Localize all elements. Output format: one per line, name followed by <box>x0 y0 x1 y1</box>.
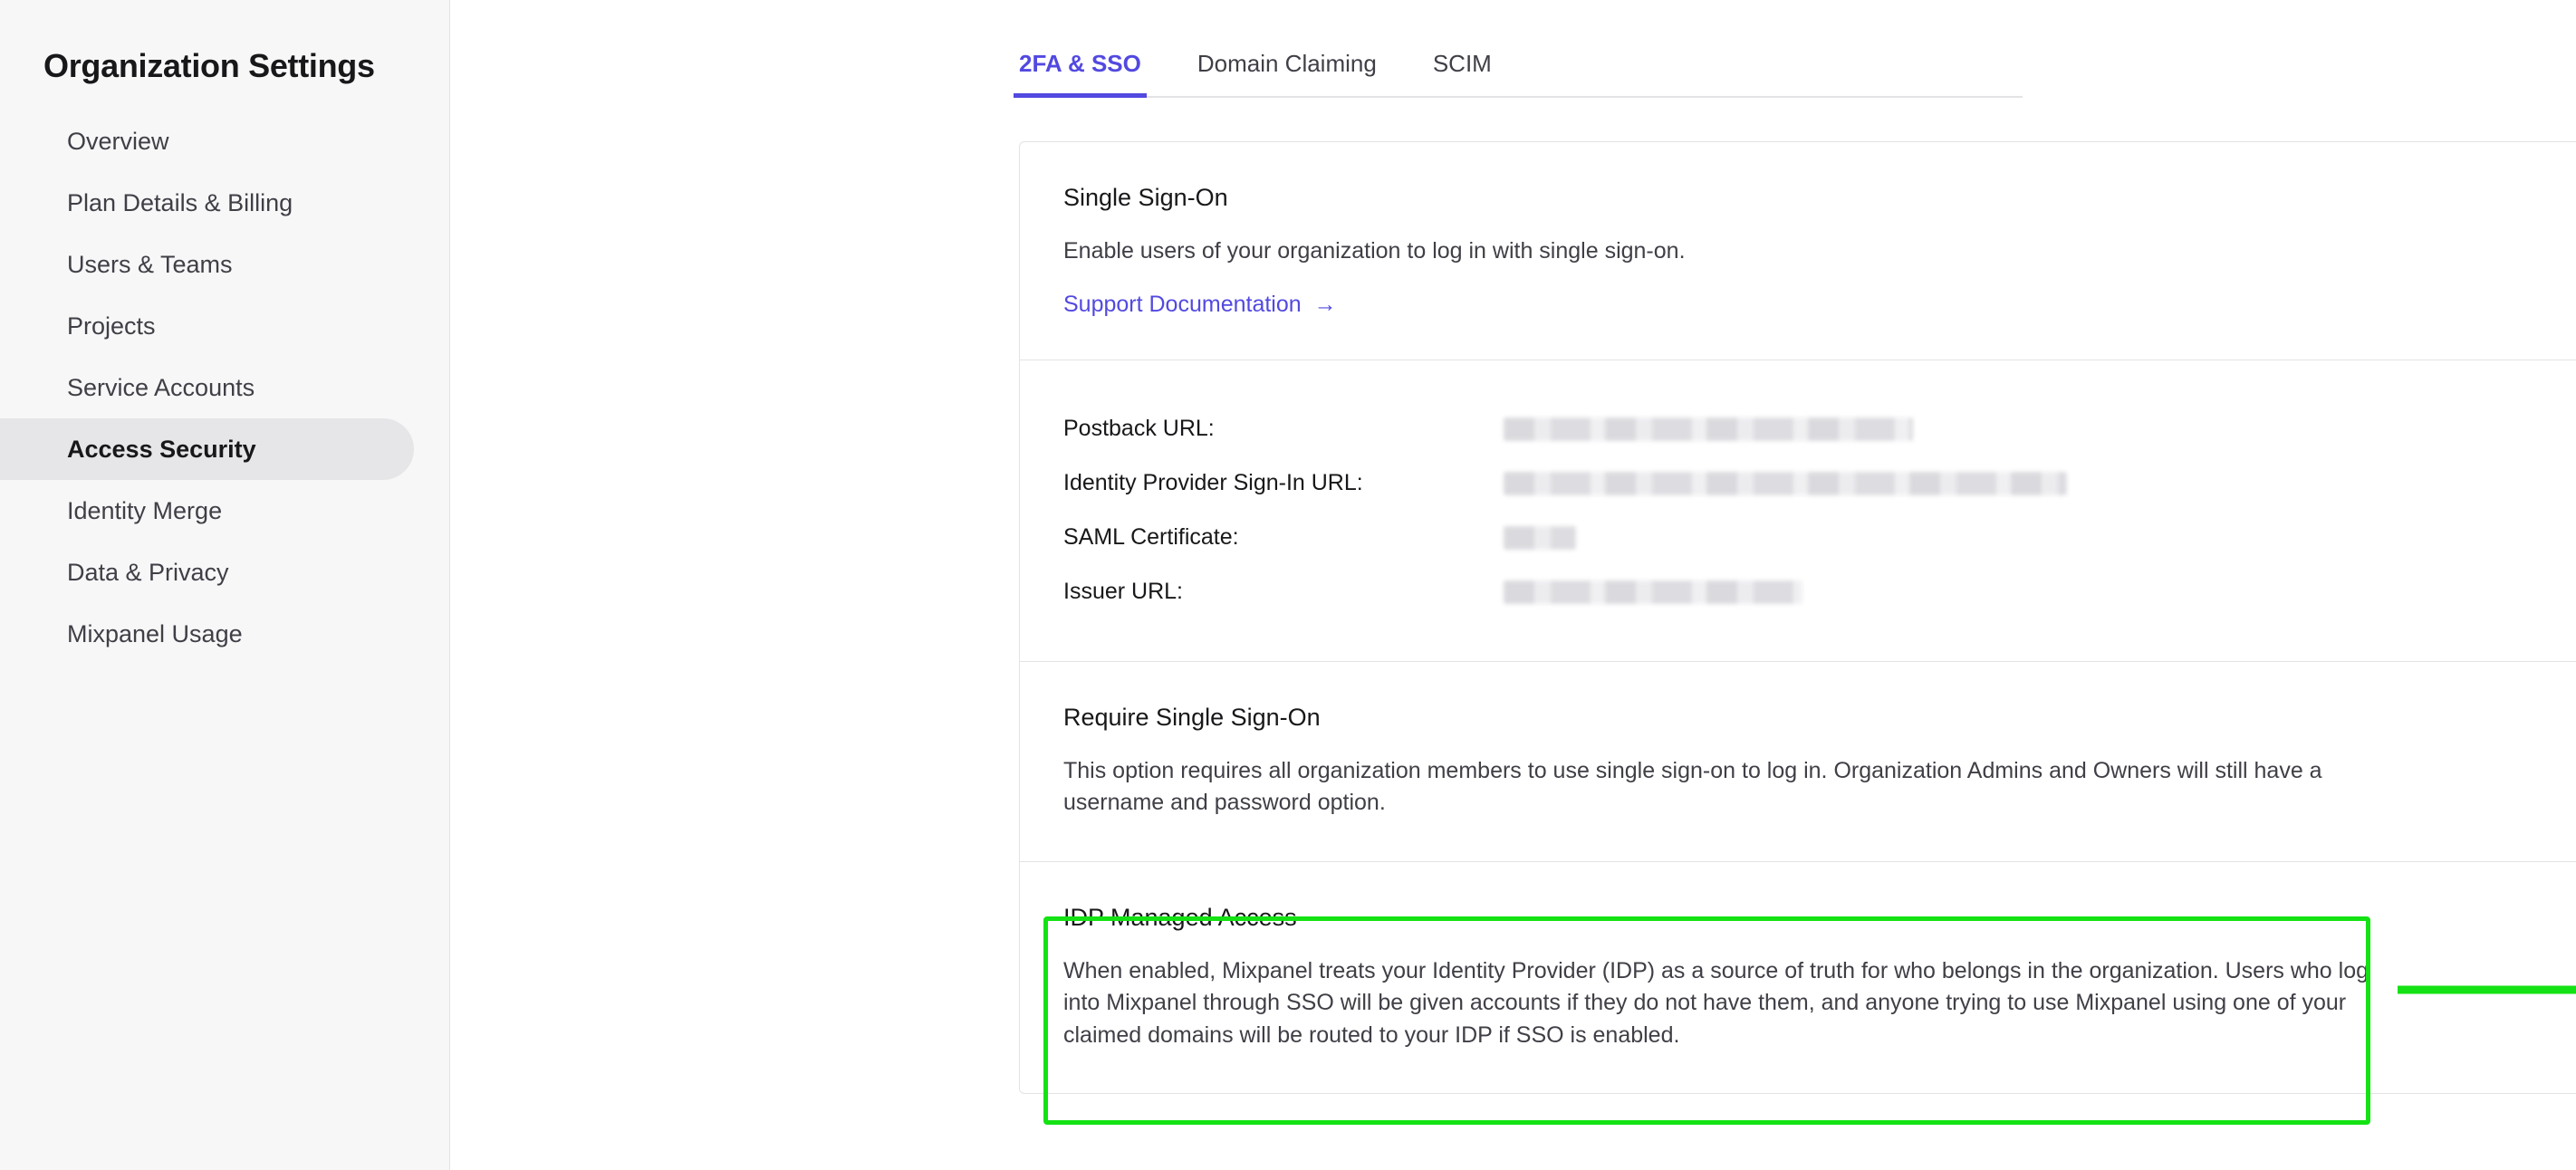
detail-value-masked <box>1504 580 1802 604</box>
detail-value-masked <box>1504 526 1576 550</box>
sidebar-item-label: Access Security <box>67 435 256 463</box>
detail-row-issuer-url <box>1063 565 2576 619</box>
detail-label: Identity Provider Sign-In URL: <box>1063 470 1363 495</box>
require-sso-body <box>1063 704 2576 820</box>
tab-bar <box>450 0 2576 98</box>
sidebar-item-overview[interactable] <box>0 110 449 172</box>
detail-row-saml-certificate <box>1063 511 2576 565</box>
sidebar-item-identity-merge[interactable] <box>0 480 449 542</box>
tab-label: SCIM <box>1432 50 1492 77</box>
sidebar-item-projects[interactable] <box>0 295 449 357</box>
sidebar-item-label: Service Accounts <box>67 373 255 401</box>
sidebar-item-label: Projects <box>67 312 156 340</box>
detail-label: Postback URL: <box>1063 416 1215 441</box>
detail-value-masked <box>1504 417 1913 441</box>
sidebar-item-users-teams[interactable] <box>0 234 449 295</box>
tab-scim[interactable] <box>1433 50 1492 98</box>
detail-row-idp-signin-url <box>1063 456 2576 511</box>
tab-label: 2FA & SSO <box>1019 50 1141 77</box>
tab-label: Domain Claiming <box>1197 50 1377 77</box>
sidebar-item-label: Plan Details & Billing <box>67 188 293 216</box>
detail-value-masked <box>1504 472 2067 495</box>
sidebar-item-access-security[interactable] <box>0 418 414 480</box>
sidebar-item-mixpanel-usage[interactable] <box>0 603 449 665</box>
sidebar-item-label: Users & Teams <box>67 250 233 278</box>
detail-label: SAML Certificate: <box>1063 524 1239 550</box>
sso-detail-rows <box>1063 402 2576 619</box>
sso-details <box>1063 402 2576 619</box>
main-content <box>450 0 2576 1170</box>
section-require-single-sign-on <box>1020 662 2576 862</box>
support-documentation-link[interactable] <box>1063 292 1337 318</box>
idp-managed-access-title: IDP Managed Access <box>1063 903 1297 931</box>
support-documentation-label: Support Documentation <box>1063 291 1302 317</box>
single-sign-on-description: Enable users of your organization to log in with single sign-on. <box>1063 238 1686 264</box>
idp-managed-access-body <box>1063 904 2576 1052</box>
sidebar-item-label: Mixpanel Usage <box>67 619 243 647</box>
section-single-sign-on <box>1020 142 2576 360</box>
tab-2fa-sso[interactable] <box>1019 50 1141 98</box>
detail-row-postback-url <box>1063 402 2576 456</box>
sidebar-item-label: Data & Privacy <box>67 558 229 586</box>
detail-label: Issuer URL: <box>1063 579 1183 604</box>
section-idp-managed-access <box>1020 862 2576 1094</box>
sidebar <box>0 0 450 1170</box>
tab-domain-claiming[interactable] <box>1197 50 1377 98</box>
access-security-card <box>1019 141 2576 1094</box>
require-sso-title: Require Single Sign-On <box>1063 703 1321 731</box>
require-sso-description: This option requires all organization members to use single sign-on to log in. Organization Admins and Owners will still have a username and password option. <box>1063 757 2322 815</box>
sidebar-title: Organization Settings <box>43 47 375 84</box>
sidebar-item-plan-details-billing[interactable] <box>0 172 449 234</box>
arrow-right-icon: → <box>1313 291 1337 317</box>
single-sign-on-title: Single Sign-On <box>1063 184 1228 211</box>
sidebar-item-label: Overview <box>67 127 169 155</box>
single-sign-on-body <box>1063 184 2576 318</box>
sidebar-item-label: Identity Merge <box>67 496 223 524</box>
sidebar-item-data-privacy[interactable] <box>0 542 449 603</box>
idp-managed-access-description: When enabled, Mixpanel treats your Identity Provider (IDP) as a source of truth for who belongs in the organization. Users who log into Mixpanel through SSO will be given accounts if they do not have them, and anyone trying to use Mixpanel using one of your claimed domains will be routed to your IDP if SSO is enabled. <box>1063 957 2369 1048</box>
sidebar-item-service-accounts[interactable] <box>0 357 449 418</box>
section-sso-details <box>1020 360 2576 662</box>
sidebar-nav <box>0 110 449 665</box>
